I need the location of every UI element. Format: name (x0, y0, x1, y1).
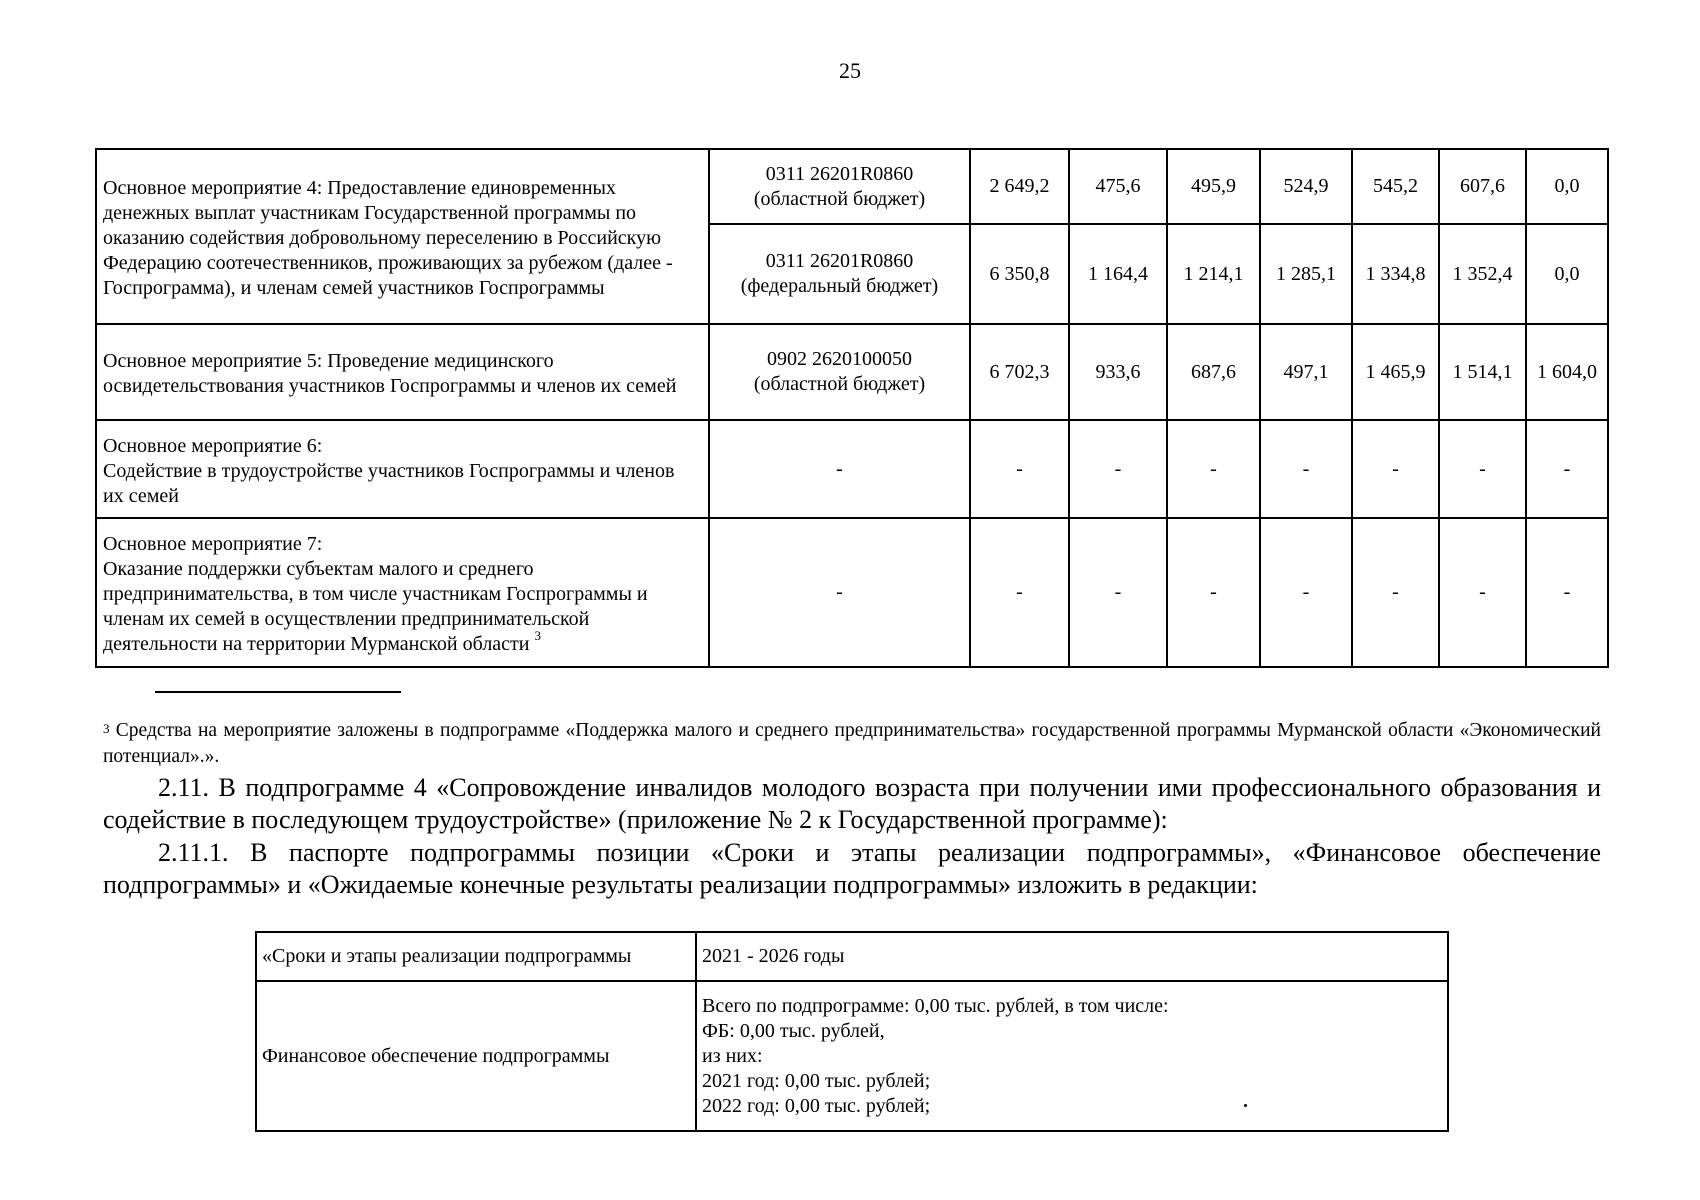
budget-code: 0311 26201R0860 (765, 162, 914, 185)
value-cell: 1 514,1 (1439, 324, 1526, 420)
value-cell: 495,9 (1167, 149, 1260, 224)
budget-source-cell: - (709, 518, 970, 667)
finance-line: 2021 год: 0,00 тыс. рублей; (702, 1069, 931, 1092)
activity-7-text: Оказание поддержки субъектам малого и среднего предпринимательства, в том числе участникам Госпрограммы и членам их семей в осуществлении предпринимательской деятельности на территории Мурманской области (103, 558, 648, 655)
value-cell: - (1167, 518, 1260, 667)
value-cell: - (1069, 518, 1167, 667)
value-cell: 545,2 (1352, 149, 1439, 224)
budget-code: 0902 2620100050 (767, 348, 912, 370)
funding-table (95, 148, 1609, 668)
budget-source-cell (709, 149, 970, 224)
value-total: 6 702,3 (970, 324, 1069, 420)
table-row (96, 420, 1608, 518)
passport-value: 2021 - 2026 годы (696, 932, 1448, 981)
budget-code: 0311 26201R0860 (765, 250, 914, 272)
value-cell: - (1260, 420, 1352, 518)
finance-line: Всего по подпрограмме: 0,00 тыс. рублей, в том числе: (702, 994, 1169, 1017)
budget-source-cell (709, 324, 970, 420)
passport-table (255, 931, 1449, 1132)
footnote-ref: 3 (534, 628, 541, 644)
value-cell: 1 604,0 (1526, 324, 1608, 420)
passport-value (696, 981, 1448, 1131)
activity-6-description (96, 420, 709, 518)
value-cell: 1 334,8 (1352, 224, 1439, 324)
activity-6-text: Содействие в трудоустройстве участников Госпрограммы и членов их семей (103, 459, 675, 507)
activity-6-title: Основное мероприятие 6: (103, 434, 323, 457)
value-cell: 1 465,9 (1352, 324, 1439, 420)
activity-4-description: Основное мероприятие 4: Предоставление единовременных денежных выплат участникам Государственной программы по оказанию содействия добровольному переселению в Российскую Федерацию соотечественников, проживающих за рубежом (далее - Госпрограмма), и членам семей участников Госпрограммы (96, 149, 709, 324)
passport-label: Финансовое обеспечение подпрограммы (256, 981, 696, 1131)
value-cell: 607,6 (1439, 149, 1526, 224)
value-cell: 524,9 (1260, 149, 1352, 224)
value-cell: - (1526, 518, 1608, 667)
value-cell: - (1352, 518, 1439, 667)
footnote (103, 718, 1601, 770)
value-cell: 1 285,1 (1260, 224, 1352, 324)
finance-line: ФБ: 0,00 тыс. рублей, (702, 1019, 885, 1042)
finance-line: из них: (702, 1044, 763, 1067)
value-total: 6 350,8 (970, 224, 1069, 324)
value-cell: 497,1 (1260, 324, 1352, 420)
value-cell: 0,0 (1526, 149, 1608, 224)
table-row (96, 324, 1608, 420)
activity-5-description: Основное мероприятие 5: Проведение медицинского освидетельствования участников Госпрограммы и членов их семей (96, 324, 709, 420)
value-cell: - (1260, 518, 1352, 667)
value-total: 2 649,2 (970, 149, 1069, 224)
value-cell: 933,6 (1069, 324, 1167, 420)
budget-source-cell (709, 224, 970, 324)
table-row (256, 981, 1448, 1131)
value-cell: - (1069, 420, 1167, 518)
table-row (96, 518, 1608, 667)
finance-line: 2022 год: 0,00 тыс. рублей; (702, 1094, 931, 1117)
value-cell: - (1526, 420, 1608, 518)
footnote-mark: 3 (103, 721, 110, 736)
value-cell: - (1167, 420, 1260, 518)
value-total: - (970, 420, 1069, 518)
table-row (96, 149, 1608, 224)
activity-7-title: Основное мероприятие 7: (103, 533, 323, 555)
budget-type: (областной бюджет) (753, 373, 926, 395)
budget-type: (федеральный бюджет) (740, 275, 939, 297)
passport-label: «Сроки и этапы реализации подпрограммы (256, 932, 696, 981)
budget-type: (областной бюджет) (753, 187, 926, 210)
value-cell: 687,6 (1167, 324, 1260, 420)
value-cell: 1 164,4 (1069, 224, 1167, 324)
value-cell: - (1439, 518, 1526, 667)
footnote-text: Средства на мероприятие заложены в подпрограмме «Поддержка малого и среднего предпринимательства» государственной программы Мурманской области «Экономический потенциал».». (103, 720, 1601, 767)
stray-dot (1244, 1104, 1247, 1107)
value-cell: 0,0 (1526, 224, 1608, 324)
paragraph-2-11: 2.11. В подпрограмме 4 «Сопровождение инвалидов молодого возраста при получении ими профессионального образования и содействие в последующем трудоустройстве» (приложение № 2 к Государственной программе): (103, 773, 1601, 834)
budget-source-cell: - (709, 420, 970, 518)
paragraph-2-11-1: 2.11.1. В паспорте подпрограммы позиции «Сроки и этапы реализации подпрограммы», «Финансовое обеспечение подпрограммы» и «Ожидаемые конечные результаты реализации подпрограммы» изложить в редакции: (103, 838, 1601, 899)
value-total: - (970, 518, 1069, 667)
value-cell: - (1352, 420, 1439, 518)
value-cell: - (1439, 420, 1526, 518)
page-number: 25 (839, 58, 861, 83)
activity-7-description (96, 518, 709, 667)
value-cell: 475,6 (1069, 149, 1167, 224)
footnote-separator (155, 691, 401, 693)
table-row (256, 932, 1448, 981)
value-cell: 1 352,4 (1439, 224, 1526, 324)
value-cell: 1 214,1 (1167, 224, 1260, 324)
